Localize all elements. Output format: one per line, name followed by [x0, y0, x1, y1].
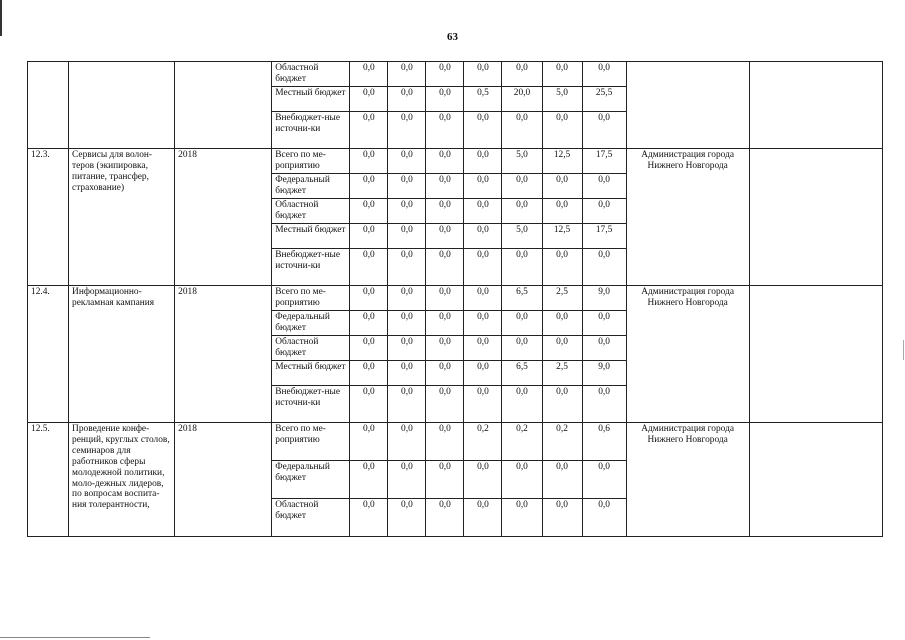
amount-cell: 0,0: [542, 174, 582, 199]
amount-cell: 0,0: [582, 112, 626, 149]
amount-cell: 0,0: [388, 199, 426, 224]
item-executor: Администрация города Нижнего Новгорода: [626, 286, 749, 423]
amount-cell: 12,5: [542, 224, 582, 249]
amount-cell: 0,0: [542, 461, 582, 499]
amount-cell: 0,0: [388, 87, 426, 112]
item-indicator: [749, 423, 882, 537]
funding-source: Внебюджет-ные источни-ки: [272, 112, 350, 149]
amount-cell: 0,0: [502, 112, 542, 149]
item-name: Сервисы для волон-теров (экипировка, питание, трансфер, страхование): [69, 149, 175, 286]
amount-cell: 0,0: [582, 311, 626, 336]
table-row: [28, 62, 883, 87]
item-number: [28, 62, 69, 149]
amount-cell: 0,2: [464, 423, 502, 461]
funding-source: Областной бюджет: [272, 199, 350, 224]
amount-cell: 0,0: [350, 386, 388, 423]
table-row: [28, 149, 883, 174]
amount-cell: 0,0: [464, 199, 502, 224]
amount-cell: 0,0: [426, 174, 464, 199]
funding-source: Федеральный бюджет: [272, 311, 350, 336]
item-number: 12.4.: [28, 286, 69, 423]
funding-source: Внебюджет-ные источни-ки: [272, 249, 350, 286]
amount-cell: 0,0: [350, 461, 388, 499]
amount-cell: 0,0: [350, 336, 388, 361]
funding-source: Федеральный бюджет: [272, 174, 350, 199]
amount-cell: 0,0: [464, 249, 502, 286]
amount-cell: 0,0: [542, 62, 582, 87]
budget-table: [27, 61, 883, 537]
table-row: [28, 286, 883, 311]
amount-cell: 17,5: [582, 149, 626, 174]
amount-cell: 0,0: [502, 311, 542, 336]
amount-cell: 0,0: [582, 461, 626, 499]
item-year: 2018: [175, 286, 272, 423]
amount-cell: 0,0: [388, 336, 426, 361]
amount-cell: 0,0: [350, 87, 388, 112]
item-executor: Администрация города Нижнего Новгорода: [626, 149, 749, 286]
amount-cell: 0,0: [582, 336, 626, 361]
amount-cell: 0,6: [582, 423, 626, 461]
amount-cell: 0,0: [426, 499, 464, 537]
amount-cell: 0,0: [542, 199, 582, 224]
item-year: [175, 62, 272, 149]
funding-source: Всего по ме-роприятию: [272, 286, 350, 311]
amount-cell: 0,0: [388, 174, 426, 199]
amount-cell: 12,5: [542, 149, 582, 174]
funding-source: Областной бюджет: [272, 499, 350, 537]
amount-cell: 6,5: [502, 361, 542, 386]
item-indicator: [749, 149, 882, 286]
amount-cell: 5,0: [502, 224, 542, 249]
amount-cell: 2,5: [542, 286, 582, 311]
amount-cell: 0,0: [464, 386, 502, 423]
amount-cell: 2,5: [542, 361, 582, 386]
amount-cell: 0,0: [502, 174, 542, 199]
item-executor: [626, 62, 749, 149]
amount-cell: 0,0: [464, 62, 502, 87]
amount-cell: 0,0: [350, 249, 388, 286]
amount-cell: 5,0: [542, 87, 582, 112]
amount-cell: 6,5: [502, 286, 542, 311]
amount-cell: 0,0: [464, 461, 502, 499]
amount-cell: 0,0: [426, 286, 464, 311]
funding-source: Федеральный бюджет: [272, 461, 350, 499]
item-indicator: [749, 62, 882, 149]
scan-edge-mark-right: [903, 340, 904, 360]
amount-cell: 0,0: [542, 249, 582, 286]
amount-cell: 0,0: [426, 423, 464, 461]
amount-cell: 0,0: [350, 286, 388, 311]
amount-cell: 0,0: [388, 112, 426, 149]
amount-cell: 0,0: [426, 461, 464, 499]
funding-source: Местный бюджет: [272, 87, 350, 112]
amount-cell: 0,0: [502, 249, 542, 286]
item-number: 12.5.: [28, 423, 69, 537]
amount-cell: 9,0: [582, 361, 626, 386]
amount-cell: 0,0: [388, 249, 426, 286]
funding-source: Внебюджет-ные источни-ки: [272, 386, 350, 423]
amount-cell: 0,0: [426, 386, 464, 423]
amount-cell: 0,0: [426, 112, 464, 149]
amount-cell: 0,0: [426, 199, 464, 224]
item-indicator: [749, 286, 882, 423]
item-executor: Администрация города Нижнего Новгорода: [626, 423, 749, 537]
amount-cell: 0,0: [350, 311, 388, 336]
amount-cell: 0,0: [426, 224, 464, 249]
amount-cell: 0,0: [582, 199, 626, 224]
amount-cell: 0,0: [350, 174, 388, 199]
amount-cell: 0,0: [388, 386, 426, 423]
amount-cell: 0,0: [464, 311, 502, 336]
amount-cell: 0,0: [426, 311, 464, 336]
amount-cell: 0,0: [582, 174, 626, 199]
amount-cell: 20,0: [502, 87, 542, 112]
funding-source: Областной бюджет: [272, 62, 350, 87]
amount-cell: 0,0: [502, 62, 542, 87]
amount-cell: 0,0: [542, 311, 582, 336]
amount-cell: 0,0: [542, 112, 582, 149]
item-name: Информационно-рекламная кампания: [69, 286, 175, 423]
item-number: 12.3.: [28, 149, 69, 286]
amount-cell: 17,5: [582, 224, 626, 249]
amount-cell: 0,0: [350, 199, 388, 224]
amount-cell: 0,0: [582, 249, 626, 286]
amount-cell: 0,0: [464, 174, 502, 199]
amount-cell: 0,0: [464, 336, 502, 361]
amount-cell: 0,0: [426, 87, 464, 112]
amount-cell: 0,0: [502, 336, 542, 361]
amount-cell: 0,0: [542, 499, 582, 537]
item-name: [69, 62, 175, 149]
amount-cell: 0,0: [426, 249, 464, 286]
amount-cell: 0,0: [388, 423, 426, 461]
footnote-rule: [0, 637, 150, 638]
amount-cell: 0,0: [542, 336, 582, 361]
amount-cell: 0,0: [464, 149, 502, 174]
amount-cell: 0,5: [464, 87, 502, 112]
amount-cell: 0,0: [502, 499, 542, 537]
amount-cell: 25,5: [582, 87, 626, 112]
amount-cell: 0,0: [388, 311, 426, 336]
amount-cell: 0,2: [502, 423, 542, 461]
amount-cell: 0,0: [350, 62, 388, 87]
amount-cell: 0,0: [464, 286, 502, 311]
amount-cell: 0,0: [464, 361, 502, 386]
amount-cell: 0,0: [502, 386, 542, 423]
amount-cell: 0,0: [350, 112, 388, 149]
funding-source: Местный бюджет: [272, 224, 350, 249]
amount-cell: 0,0: [502, 199, 542, 224]
amount-cell: 5,0: [502, 149, 542, 174]
funding-source: Областной бюджет: [272, 336, 350, 361]
amount-cell: 0,0: [464, 499, 502, 537]
amount-cell: 0,0: [426, 336, 464, 361]
item-name: Проведение конфе-ренций, круглых столов, семинаров для работников сферы молодежной политики, моло-дежных лидеров, по вопросам воспита-ния толерантности,: [69, 423, 175, 537]
amount-cell: 0,0: [388, 286, 426, 311]
page-number: 63: [447, 31, 458, 43]
amount-cell: 0,0: [388, 461, 426, 499]
funding-source: Всего по ме-роприятию: [272, 423, 350, 461]
amount-cell: 0,0: [542, 386, 582, 423]
amount-cell: 0,0: [350, 499, 388, 537]
amount-cell: 0,0: [350, 361, 388, 386]
amount-cell: 0,0: [388, 149, 426, 174]
amount-cell: 0,0: [464, 224, 502, 249]
amount-cell: 0,0: [426, 62, 464, 87]
funding-source: Всего по ме-роприятию: [272, 149, 350, 174]
amount-cell: 0,0: [350, 423, 388, 461]
amount-cell: 0,0: [350, 224, 388, 249]
item-year: 2018: [175, 149, 272, 286]
amount-cell: 0,0: [388, 224, 426, 249]
amount-cell: 0,0: [426, 149, 464, 174]
amount-cell: 0,0: [388, 499, 426, 537]
amount-cell: 0,0: [502, 461, 542, 499]
amount-cell: 0,0: [582, 499, 626, 537]
amount-cell: 0,0: [426, 361, 464, 386]
amount-cell: 0,2: [542, 423, 582, 461]
item-year: 2018: [175, 423, 272, 537]
amount-cell: 0,0: [350, 149, 388, 174]
table-row: [28, 423, 883, 461]
amount-cell: 0,0: [388, 361, 426, 386]
amount-cell: 9,0: [582, 286, 626, 311]
amount-cell: 0,0: [464, 112, 502, 149]
funding-source: Местный бюджет: [272, 361, 350, 386]
amount-cell: 0,0: [582, 62, 626, 87]
amount-cell: 0,0: [388, 62, 426, 87]
amount-cell: 0,0: [582, 386, 626, 423]
